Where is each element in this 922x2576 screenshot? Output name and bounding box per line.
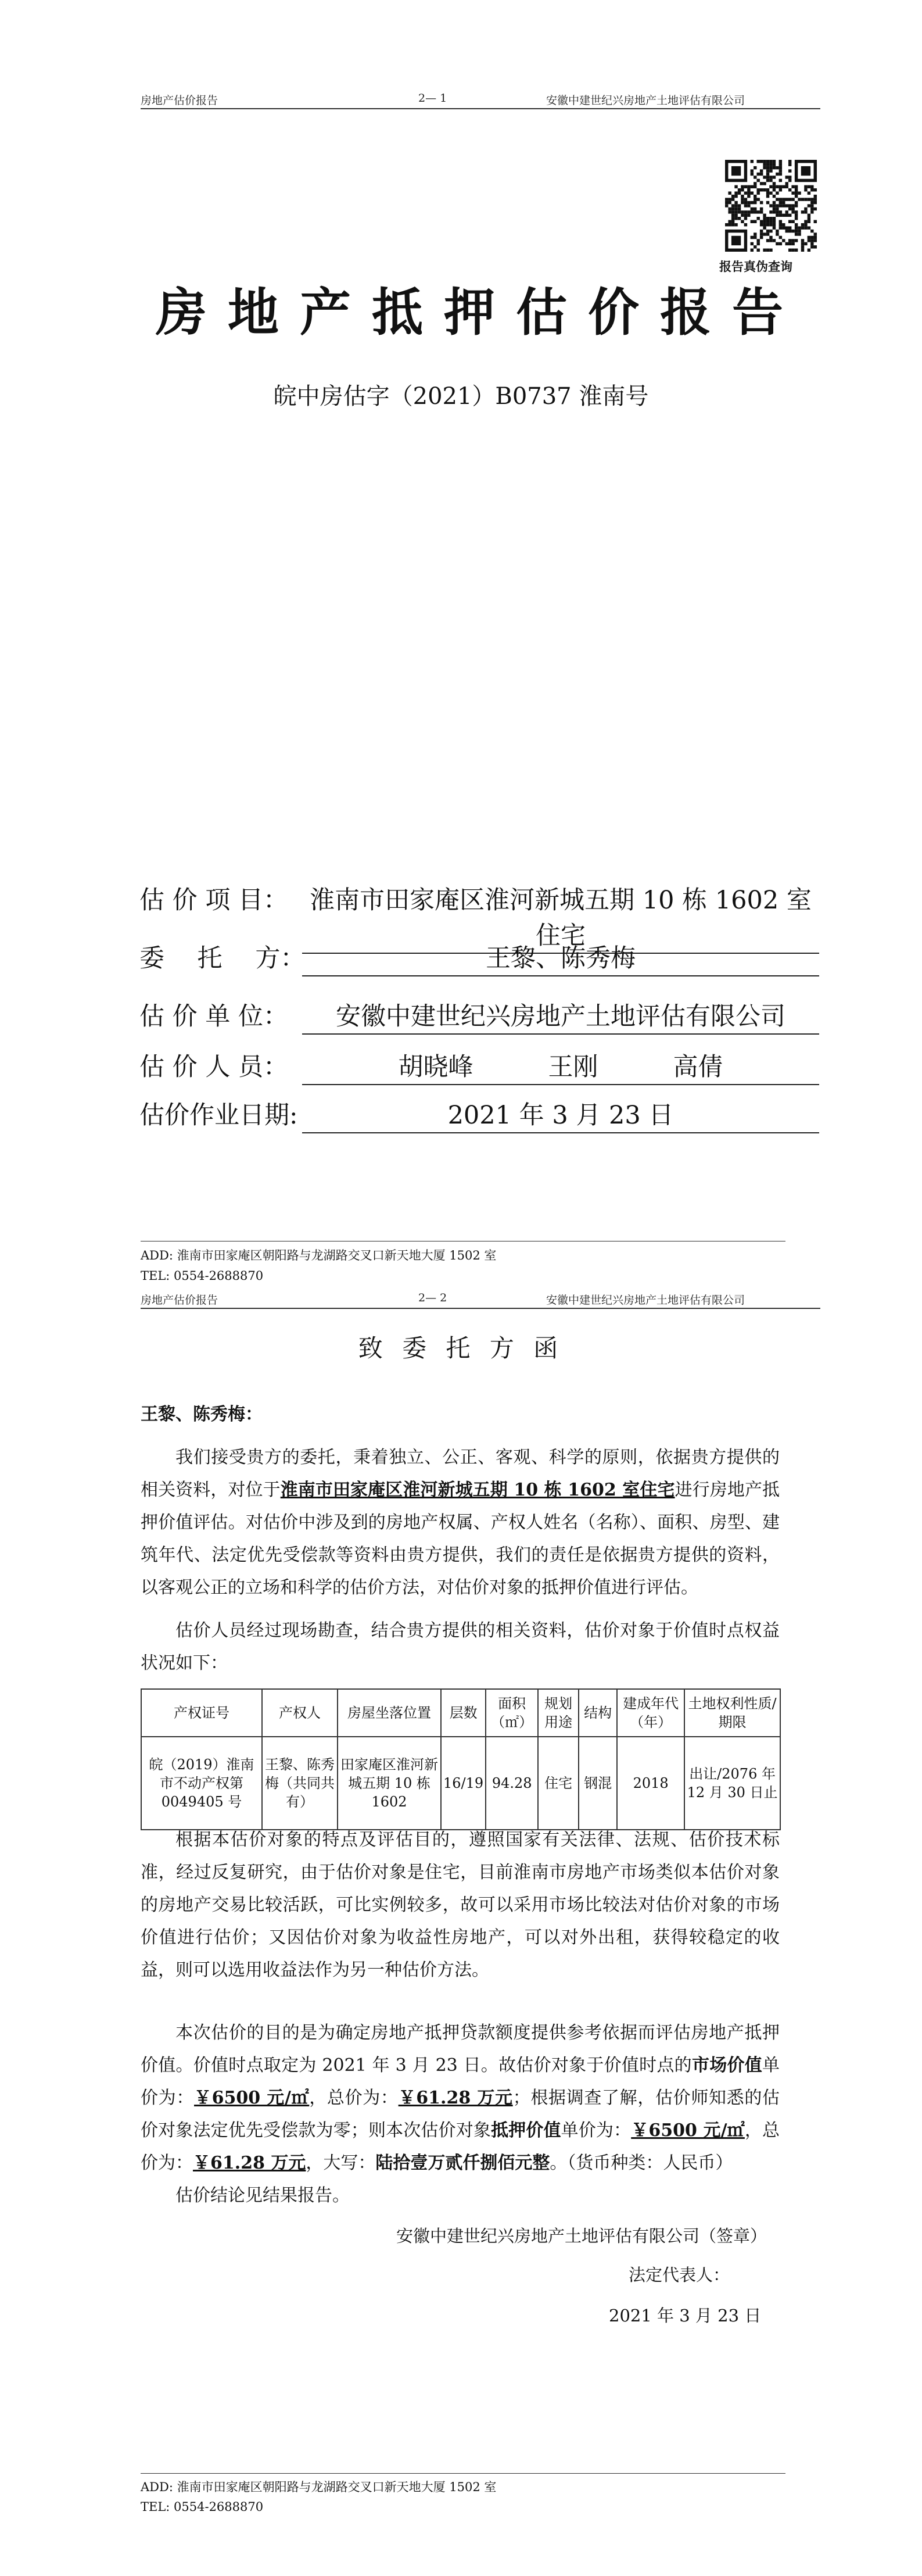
signature-date: 2021 年 3 月 23 日 (609, 2306, 762, 2325)
market-total-price: ￥61.28 万元 (398, 2088, 513, 2108)
table-header-row (141, 1689, 780, 1737)
footer-address: ADD: 淮南市田家庵区朝阳路与龙湖路交叉口新天地大厦 1502 室 (141, 2480, 497, 2494)
letter-title: 致 委 托 方 函 (358, 1334, 564, 1362)
text-run: 本次估价的目的是为确定房地产抵押贷款额度提供参考依据而评估房地产抵押价值。价值时点取定为 2021 年 3 月 23 日。故估价对象于价值时点的 (141, 2023, 780, 2076)
footer-rule (141, 2473, 785, 2474)
table-header: 规划用途 (538, 1689, 579, 1737)
info-value: 安徽中建世纪兴房地产土地评估有限公司 (302, 997, 819, 1035)
footer-phone: TEL: 0554-2688870 (141, 2500, 264, 2514)
text-run: 。（货币种类：人民币） (550, 2153, 733, 2173)
paragraph-engagement (141, 1441, 780, 1604)
table-cell: 16/19 (441, 1737, 486, 1830)
header-company: 安徽中建世纪兴房地产土地评估有限公司 (546, 1294, 745, 1307)
header-left: 房地产估价报告 (141, 94, 218, 107)
footer-phone: TEL: 0554-2688870 (141, 1269, 264, 1283)
market-unit-price: ￥6500 元/㎡ (194, 2088, 310, 2108)
market-value-label: 市场价值 (691, 2055, 763, 2076)
table-cell: 出让/2076 年 12 月 30 日止 (684, 1737, 780, 1830)
paragraph-conclusion: 估价结论见结果报告。 (175, 2185, 350, 2206)
text-run: 进行房地产抵押价值评估。对估价中涉及到的房地产权属、产权人姓名（名称）、面积、房型、建筑年代、法定优先受偿款等资料由贵方提供，我们的责任是依据贵方提供的资料，以客观公正的立场和科学的估价方法，对估价对象的抵押价值进行评估。 (141, 1480, 780, 1598)
info-row-project (139, 881, 819, 950)
table-cell: 住宅 (538, 1737, 579, 1830)
table-cell: 皖（2019）淮南市不动产权第 0049405 号 (141, 1737, 262, 1830)
paragraph-valuation (141, 2017, 780, 2180)
table-header: 房屋坐落位置 (338, 1689, 441, 1737)
table-header: 结构 (579, 1689, 617, 1737)
table-header: 产权证号 (141, 1689, 262, 1737)
text-run: ；根据调查了解，估价师知悉的估价对象法定优先受偿款为零；则本次估价对象 (141, 2088, 780, 2141)
info-label: 估 价 单 位： (139, 1002, 289, 1031)
amount-in-words: 陆拾壹万贰仟捌佰元整 (375, 2153, 550, 2173)
header-page-number: 2— 1 (418, 92, 447, 105)
info-value: 淮南市田家庵区淮河新城五期 10 栋 1602 室住宅 (302, 881, 819, 954)
table-cell: 田家庵区淮河新城五期 10 栋 1602 (338, 1737, 441, 1830)
table-header: 土地权利性质/期限 (684, 1689, 780, 1737)
paragraph-status-intro: 估价人员经过现场勘查，结合贵方提供的相关资料，估价对象于价值时点权益状况如下： (141, 1620, 780, 1673)
table-cell: 钢混 (579, 1737, 617, 1830)
table-cell: 2018 (617, 1737, 684, 1830)
info-row-staff (139, 1047, 819, 1082)
text-run: ，总价为： (309, 2088, 399, 2108)
property-table (141, 1688, 781, 1830)
header-left: 房地产估价报告 (141, 1294, 218, 1307)
table-cell: 王黎、陈秀梅（共同共有） (262, 1737, 338, 1830)
table-header: 层数 (441, 1689, 486, 1737)
header-rule (141, 108, 820, 109)
paragraph-method: 根据本估价对象的特点及评估目的，遵照国家有关法律、法规、估价技术标准，经过反复研究，由于估价对象是住宅，目前淮南市房地产市场类似本估价对象的房地产交易比较活跃，可比实例较多，故可以采用市场比较法对估价对象的市场价值进行估价；又因估价对象为收益性房地产，可以对外出租，获得较稳定的收益，则可以选用收益法作为另一种估价方法。 (141, 1830, 780, 1980)
info-value: 胡晓峰 王刚 高倩 (302, 1047, 819, 1085)
footer-rule (141, 1241, 785, 1242)
table-row (141, 1737, 780, 1830)
header-page-number: 2— 2 (418, 1291, 447, 1304)
qr-caption: 报告真伪查询 (719, 259, 792, 274)
footer-address: ADD: 淮南市田家庵区朝阳路与龙湖路交叉口新天地大厦 1502 室 (141, 1248, 497, 1262)
text-run: ，总价为： (141, 2120, 780, 2173)
info-value: 2021 年 3 月 23 日 (302, 1096, 819, 1133)
property-address: 淮南市田家庵区淮河新城五期 10 栋 1602 室住宅 (280, 1480, 675, 1500)
text-run: ，大写： (306, 2153, 376, 2173)
text-run: 单价为： (561, 2120, 632, 2141)
header-rule (141, 1308, 820, 1309)
header-company: 安徽中建世纪兴房地产土地评估有限公司 (546, 94, 745, 107)
text-run: 单价为： (141, 2055, 780, 2108)
salutation: 王黎、陈秀梅： (141, 1404, 263, 1425)
info-row-date (139, 1096, 819, 1130)
info-label: 估价作业日期: (139, 1101, 298, 1130)
table-header: 产权人 (262, 1689, 338, 1737)
mortgage-total-price: ￥61.28 万元 (193, 2153, 306, 2173)
report-title: 房地产抵押估价报告 (156, 282, 805, 342)
text-run: 我们接受贵方的委托，秉着独立、公正、客观、科学的原则，依据贵方提供的相关资料，对位于 (141, 1447, 780, 1500)
table-header: 面积（㎡） (486, 1689, 538, 1737)
table-header: 建成年代（年） (617, 1689, 684, 1737)
table-cell: 94.28 (486, 1737, 538, 1830)
report-number: 皖中房估字（2021）B0737 淮南号 (273, 383, 649, 410)
info-row-client (139, 939, 819, 974)
info-label: 委 托 方： (139, 944, 306, 973)
mortgage-unit-price: ￥6500 元/㎡ (631, 2120, 745, 2141)
qr-code-icon (725, 160, 817, 252)
mortgage-value-label: 抵押价值 (491, 2120, 561, 2141)
info-value: 王黎、陈秀梅 (302, 939, 819, 976)
info-label: 估 价 人 员： (139, 1053, 289, 1082)
info-label: 估 价 项 目： (139, 886, 289, 915)
signature-company: 安徽中建世纪兴房地产土地评估有限公司（签章） (396, 2226, 767, 2246)
legal-representative: 法定代表人： (629, 2265, 730, 2285)
info-row-appraiser (139, 997, 819, 1032)
